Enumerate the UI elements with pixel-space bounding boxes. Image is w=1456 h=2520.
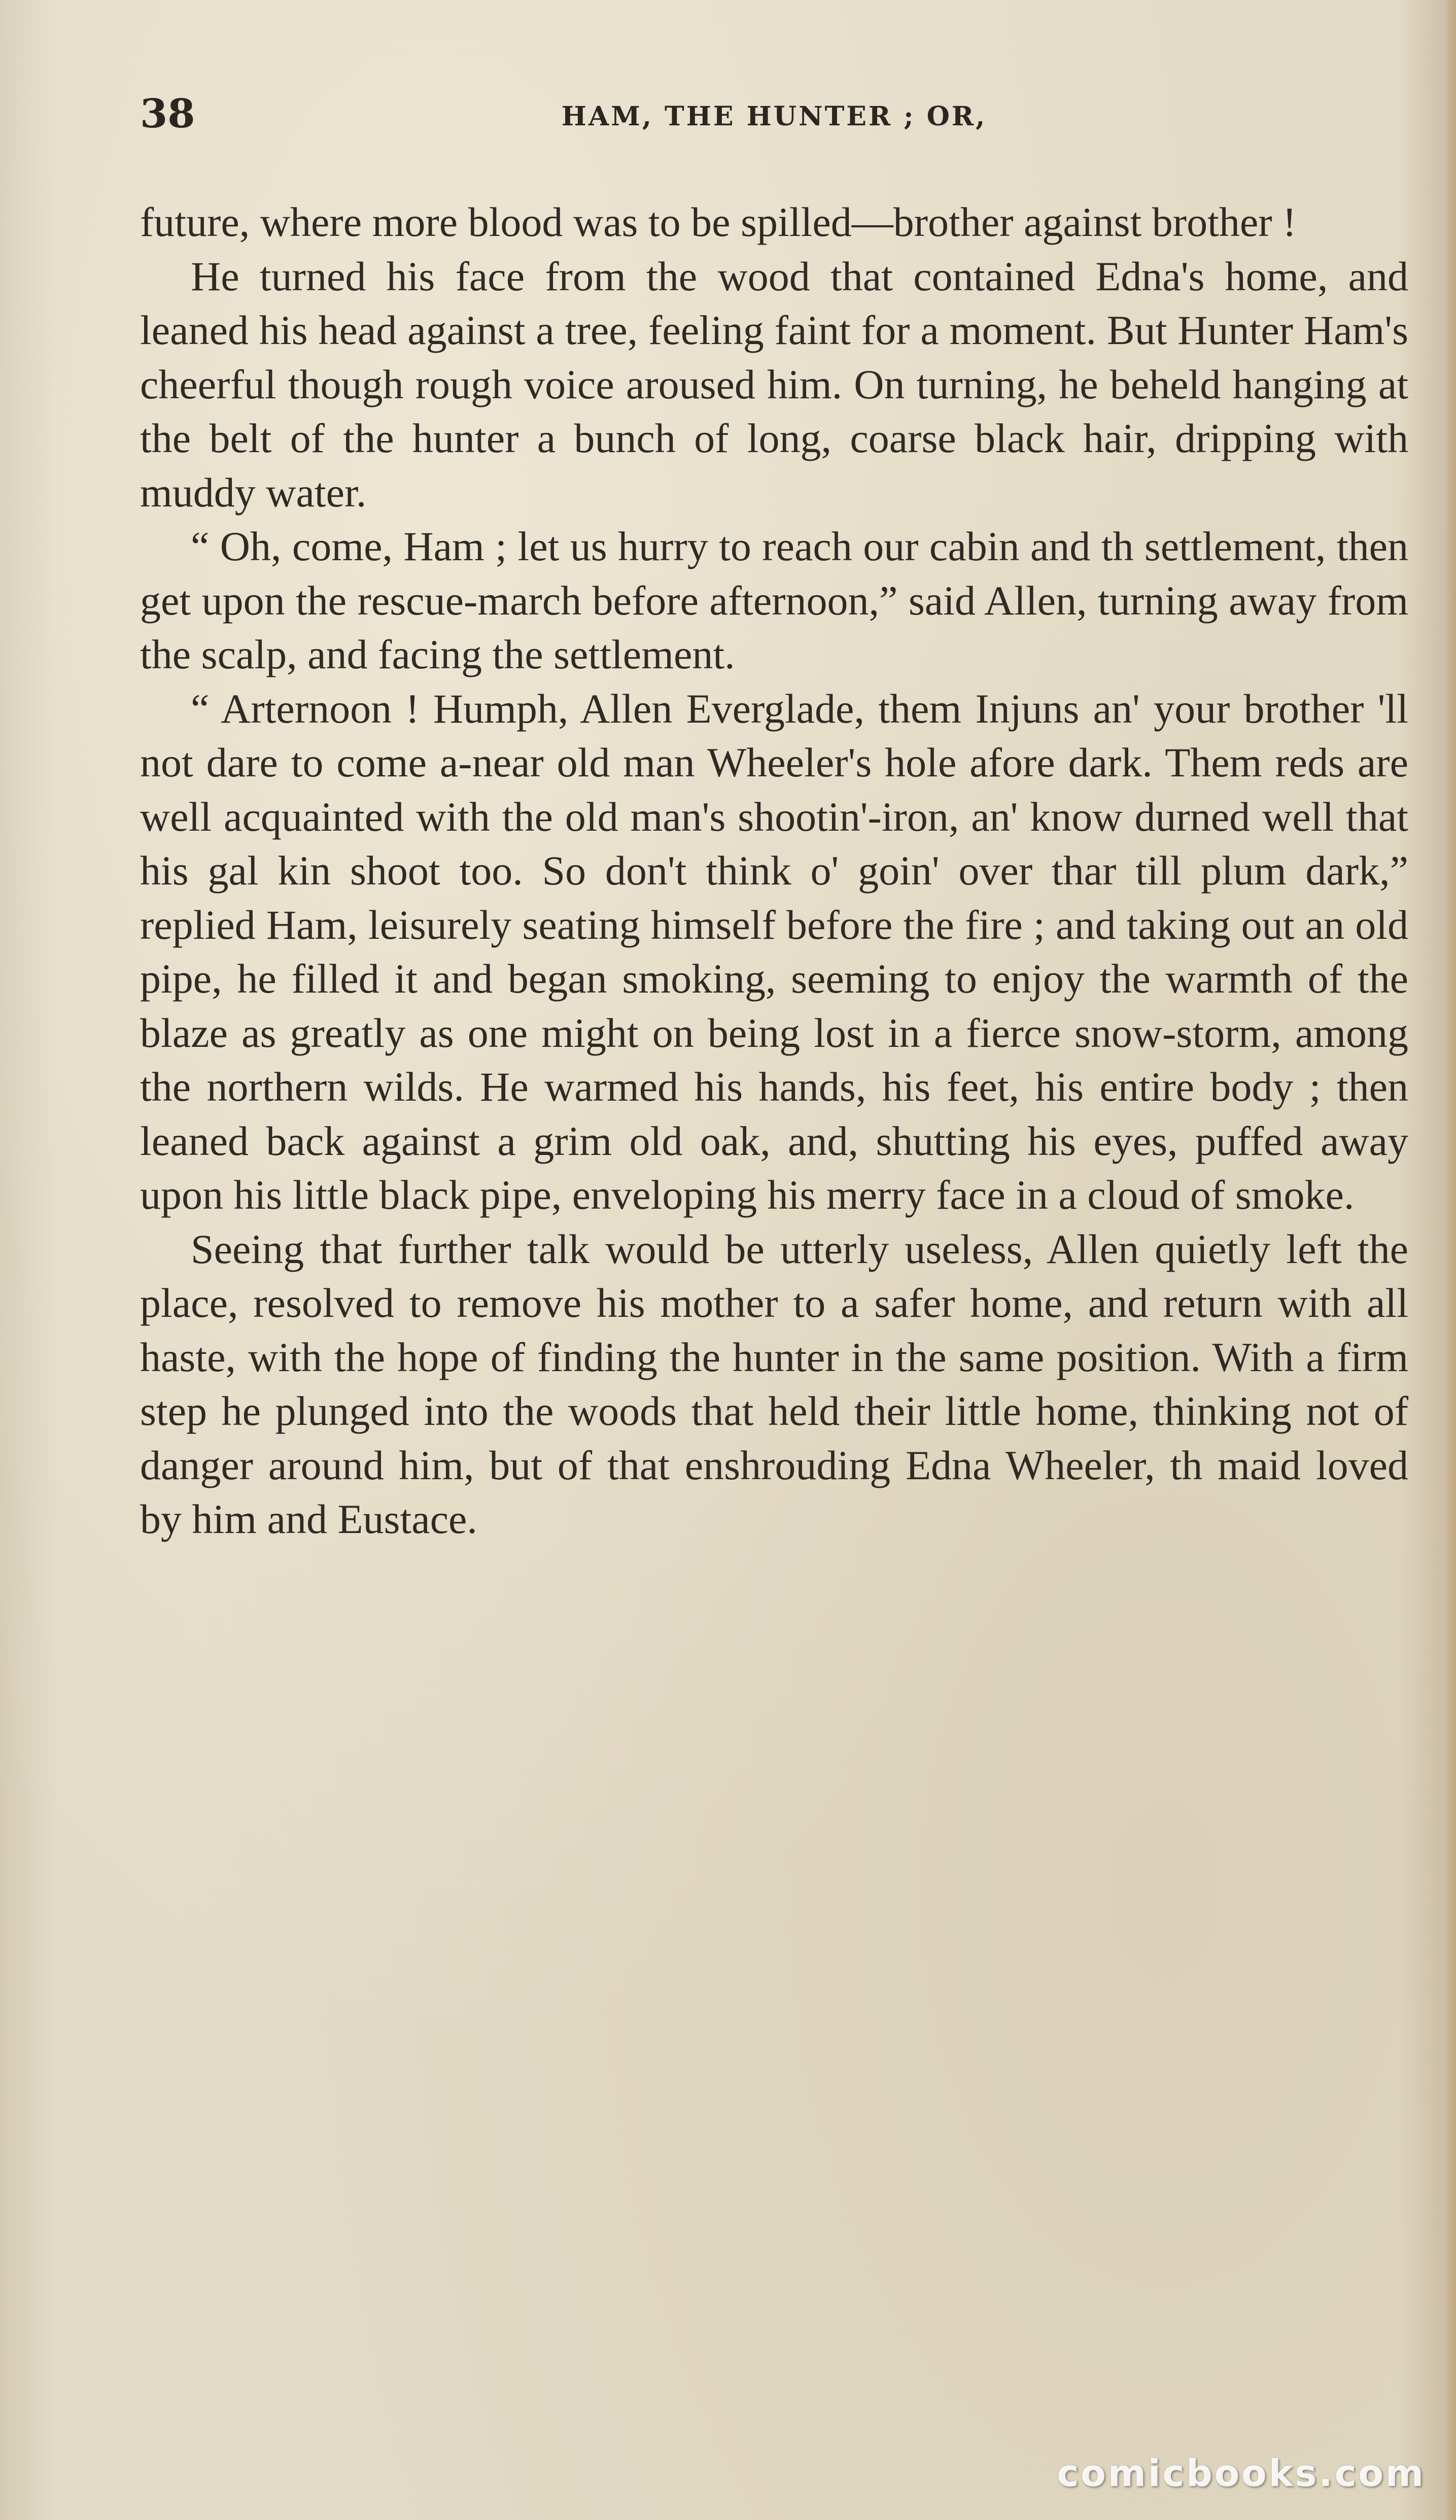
paragraph: He turned his face from the wood that contained Edna's home, and leaned his head against a tree, feeling faint for a moment. But Hunter Ham's cheerful though rough voice aroused him. On turning, he beheld hanging at the belt of the hunter a bunch of long, coarse black hair, dripping with muddy water. (140, 253, 1408, 516)
page-header (140, 89, 1408, 150)
running-head: HAM, THE HUNTER ; OR, (561, 101, 987, 132)
page-number: 38 (140, 91, 195, 137)
paragraph: Seeing that further talk would be utterly useless, Allen quietly left the place, resolved to remove his mother to a safer home, and return with all haste, with the hope of finding the hunter in the same position. With a firm step he plunged into the woods that held their little home, thinking not of danger around him, but of that enshrouding Edna Wheeler, th maid loved by him and Eustace. (140, 1225, 1408, 1542)
site-watermark: comicbooks.com (1057, 2452, 1426, 2495)
page-edge-shadow (1445, 0, 1456, 2520)
paragraph: “ Oh, come, Ham ; let us hurry to reach our cabin and th settlement, then get upon the rescue-march before afternoon,” said Allen, turning away from the scalp, and facing the settlement. (140, 523, 1408, 677)
body-text (140, 195, 1408, 1547)
paragraph-continuation: future, where more blood was to be spilled—brother against brother ! (140, 199, 1297, 245)
paragraph: “ Arternoon ! Humph, Allen Everglade, them Injuns an' your brother 'll not dare to come a-near old man Wheeler's hole afore dark. Them reds are well acquainted with the old man's shootin'-iron, an' know durned well that his gal kin shoot too. So don't think o' goin' over thar till plum dark,” replied Ham, leisurely seating himself before the fire ; and taking out an old pipe, he filled it and began smoking, seeming to enjoy the warmth of the blaze as greatly as one might on being lost in a fierce snow-storm, among the northern wilds. He warmed his hands, his feet, his entire body ; then leaned back against a grim old oak, and, shutting his eyes, puffed away upon his little black pipe, enveloping his merry face in a cloud of smoke. (140, 685, 1408, 1218)
